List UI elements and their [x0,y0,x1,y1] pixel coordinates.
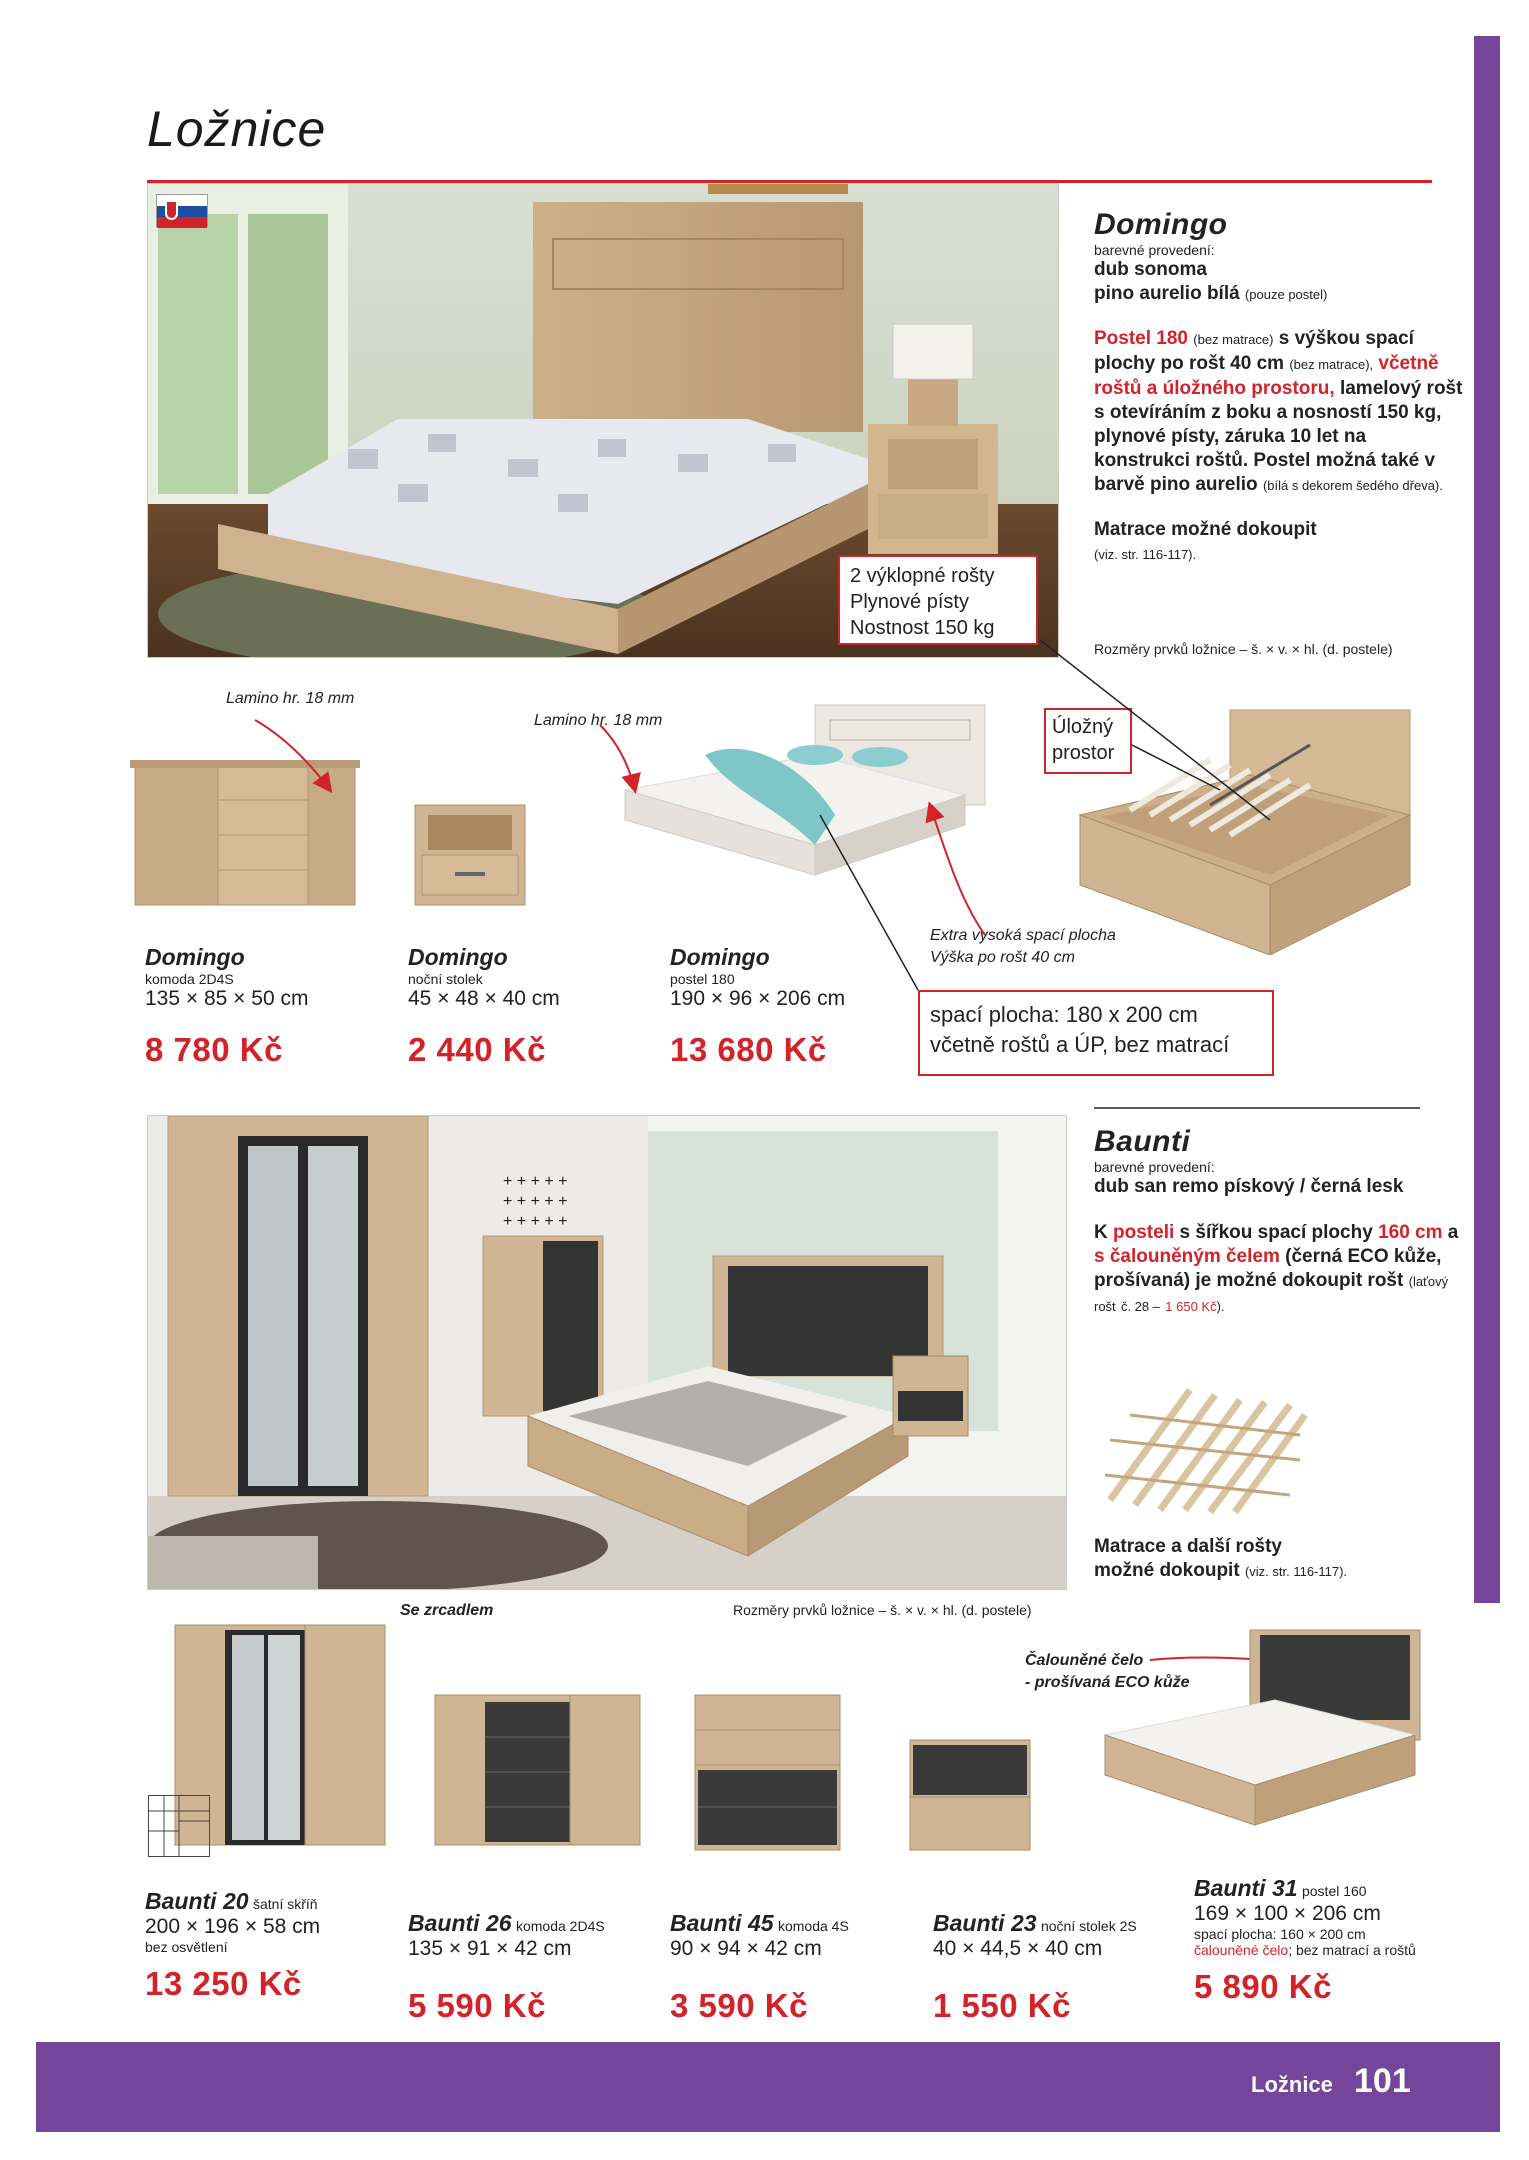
baunti-dresser-image [430,1690,645,1850]
domingo-mattress-note: Matrace možné dokoupit (viz. str. 116-117). [1094,519,1317,562]
baunti-dresser-info: Baunti 26 komoda 2D4S 135 × 91 × 42 cm 5 590 Kč [408,1910,605,2024]
domingo-color2: pino aurelio bílá (pouze postel) [1094,283,1328,304]
svg-text:+ + + + +: + + + + + [503,1193,568,1210]
domingo-color1: dub sonoma [1094,259,1207,280]
price-tag: 2 440 Kč [408,1031,546,1068]
headboard-note: Čalouněné čelo - prošívaná ECO kůže [1025,1652,1190,1691]
baunti-chest-info: Baunti 45 komoda 4S 90 × 94 × 42 cm 3 590 Kč [670,1910,849,2024]
price-tag: 5 890 Kč [1194,1968,1332,2005]
baunti-color1: dub san remo pískový / černá lesk [1094,1176,1404,1197]
baunti-room-photo [147,1115,1067,1590]
baunti-description [1094,1125,1464,1319]
domingo-dims-note: Rozměry prvků ložnice – š. × v. × hl. (d. postele) [1094,641,1393,657]
lamino-note-dresser: Lamino hr. 18 mm [226,690,355,707]
baunti-bed-description: K posteli s šířkou spací plochy 160 cm a s čalouněným čelem (černá ECO kůže, prošívaná) je možné dokoupit rošt (laťový rošt č. 28 – 1 650 Kč). [1094,1222,1459,1314]
mirror-note: Se zrcadlem [400,1602,494,1619]
domingo-dresser-info: Domingo komoda 2D4S 135 × 85 × 50 cm 8 780 Kč [145,944,309,1068]
baunti-colors-label: barevné provedení: [1094,1159,1215,1175]
baunti-chest-image [690,1690,845,1855]
wardrobe-layout-icon [148,1795,210,1857]
page-number: 101 [1354,2062,1411,2100]
price-tag: 8 780 Kč [145,1031,283,1068]
price-tag: 5 590 Kč [408,1987,546,2024]
domingo-bed-description: Postel 180 (bez matrace) s výškou spací plochy po rošt 40 cm (bez matrace), včetně roštů a úložného prostoru, lamelový rošt s otevíráním z boku a nosností 150 kg, plynové písty, záruka 10 let na konstrukci roštů. Postel možná také v barvě pino aurelio (bílá s dekorem šedého dřeva). [1094,328,1463,495]
baunti-wardrobe-info: Baunti 20 šatní skříň 200 × 196 × 58 cm bez osvětlení 13 250 Kč [145,1888,321,2002]
baunti-bed-info: Baunti 31 postel 160 169 × 100 × 206 cm spací plocha: 160 × 200 cm čalouněné čelo; bez matrací a roštů 5 890 Kč [1194,1875,1416,2005]
lamino-note-bed: Lamino hr. 18 mm [534,712,663,729]
page-title: Ložnice [147,101,327,157]
extra-height-note: Extra vysoká spací plocha Výška po rošt 40 cm [930,927,1116,966]
baunti-bed-image [1095,1625,1425,1840]
baunti-nightstand-info: Baunti 23 noční stolek 2S 40 × 44,5 × 40 cm 1 550 Kč [933,1910,1137,2024]
baunti-nightstand-image [905,1735,1035,1855]
baunti-mattress-note: Matrace a další rošty možné dokoupit (viz. str. 116-117). [1094,1536,1348,1581]
svg-text:+ + + + +: + + + + + [503,1173,568,1190]
domingo-sleep-area-box: spací plocha: 180 x 200 cm včetně roštů a ÚP, bez matrací [918,990,1274,1076]
domingo-colors-label: barevné provedení: [1094,242,1215,258]
domingo-nightstand-info: Domingo noční stolek 45 × 48 × 40 cm 2 440 Kč [408,944,560,1068]
price-tag: 1 550 Kč [933,1987,1071,2024]
price-tag: 13 680 Kč [670,1031,827,1068]
price-tag: 13 250 Kč [145,1965,302,2002]
domingo-slats-callout: 2 výklopné rošty Plynové písty Nostnost 150 kg [838,555,1038,645]
domingo-name: Domingo [1094,208,1228,241]
baunti-dims-note: Rozměry prvků ložnice – š. × v. × hl. (d. postele) [733,1602,1032,1618]
domingo-bed-info: Domingo postel 180 190 × 96 × 206 cm 13 680 Kč [670,944,846,1068]
storage-callout: Úložný prostor [1044,708,1132,774]
slatted-base-image [1100,1380,1310,1520]
baunti-name: Baunti [1094,1125,1191,1158]
price-tag: 3 590 Kč [670,1987,808,2024]
svg-text:+ + + + +: + + + + + [503,1213,568,1230]
footer-section: Ložnice [1251,2072,1333,2097]
